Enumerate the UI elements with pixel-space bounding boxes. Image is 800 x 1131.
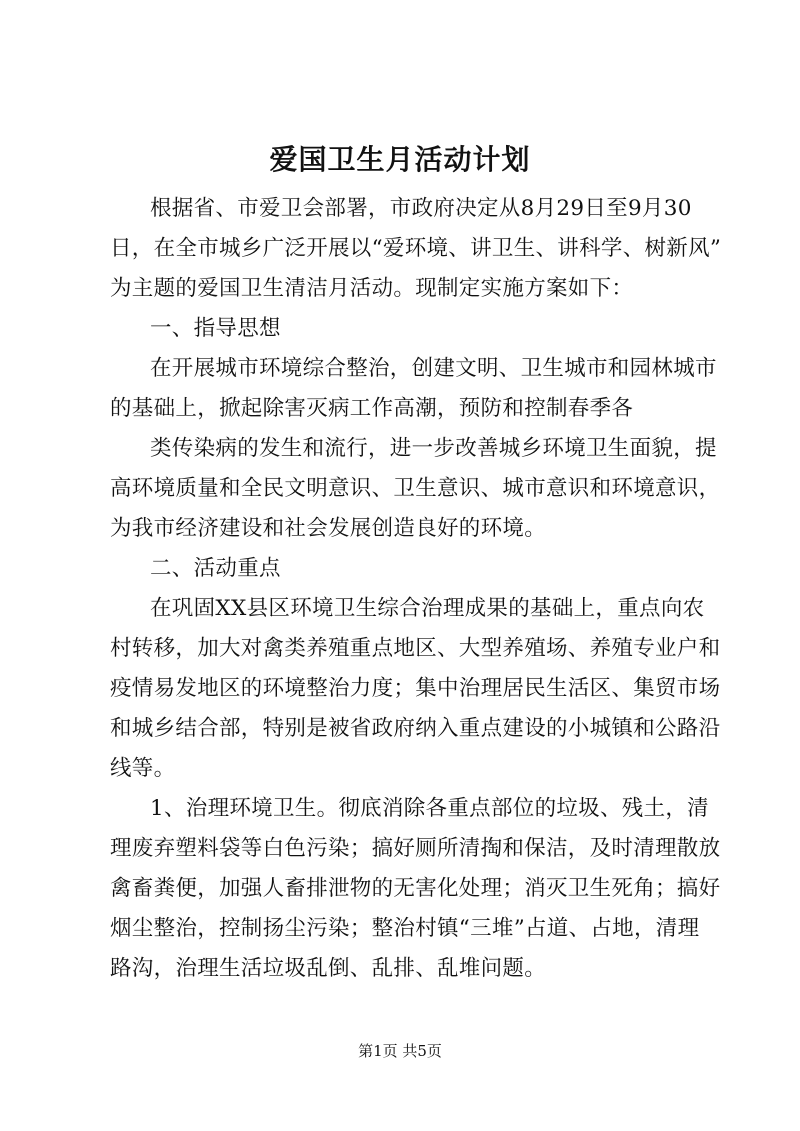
text-line: 和城乡结合部，特别是被省政府纳入重点建设的小城镇和公路沿 [110,716,721,741]
page-footer: 第1页 共5页 [358,1042,442,1060]
text-line: 村转移，加大对禽类养殖重点地区、大型养殖场、养殖专业户和 [110,636,721,661]
text-line: 路沟，治理生活垃圾乱倒、乱排、乱堆问题。 [110,956,547,981]
text-line: 根据省、市爱卫会部署，市政府决定从8月29日至9月30 [150,196,692,221]
section-heading: 二、活动重点 [150,556,281,581]
section-heading: 一、指导思想 [150,316,281,341]
text-line: 日，在全市城乡广泛开展以“爱环境、讲卫生、讲科学、树新风” [110,236,722,261]
text-line: 高环境质量和全民文明意识、卫生意识、城市意识和环境意识， [110,476,721,501]
text-line: 1、治理环境卫生。彻底消除各重点部位的垃圾、残土，清 [150,796,709,821]
text-line: 理废弃塑料袋等白色污染；搞好厕所清掏和保洁，及时清理散放 [110,836,721,861]
text-line: 线等。 [110,756,176,781]
text-line: 在开展城市环境综合整治，创建文明、卫生城市和园林城市 [150,356,717,381]
text-line: 的基础上，掀起除害灭病工作高潮，预防和控制春季各 [110,396,634,421]
text-line: 疫情易发地区的环境整治力度；集中治理居民生活区、集贸市场 [110,676,721,701]
text-line: 类传染病的发生和流行，进一步改善城乡环境卫生面貌，提 [150,436,717,461]
text-line: 在巩固XX县区环境卫生综合治理成果的基础上，重点向农 [150,596,705,621]
text-line: 为主题的爱国卫生清洁月活动。现制定实施方案如下： [110,276,634,301]
text-line: 烟尘整治，控制扬尘污染；整治村镇“三堆”占道、占地，清理 [110,916,700,941]
text-line: 禽畜粪便，加强人畜排泄物的无害化处理；消灭卫生死角；搞好 [110,876,721,901]
text-line: 为我市经济建设和社会发展创造良好的环境。 [110,516,547,541]
document-title: 爱国卫生月活动计划 [269,143,531,176]
